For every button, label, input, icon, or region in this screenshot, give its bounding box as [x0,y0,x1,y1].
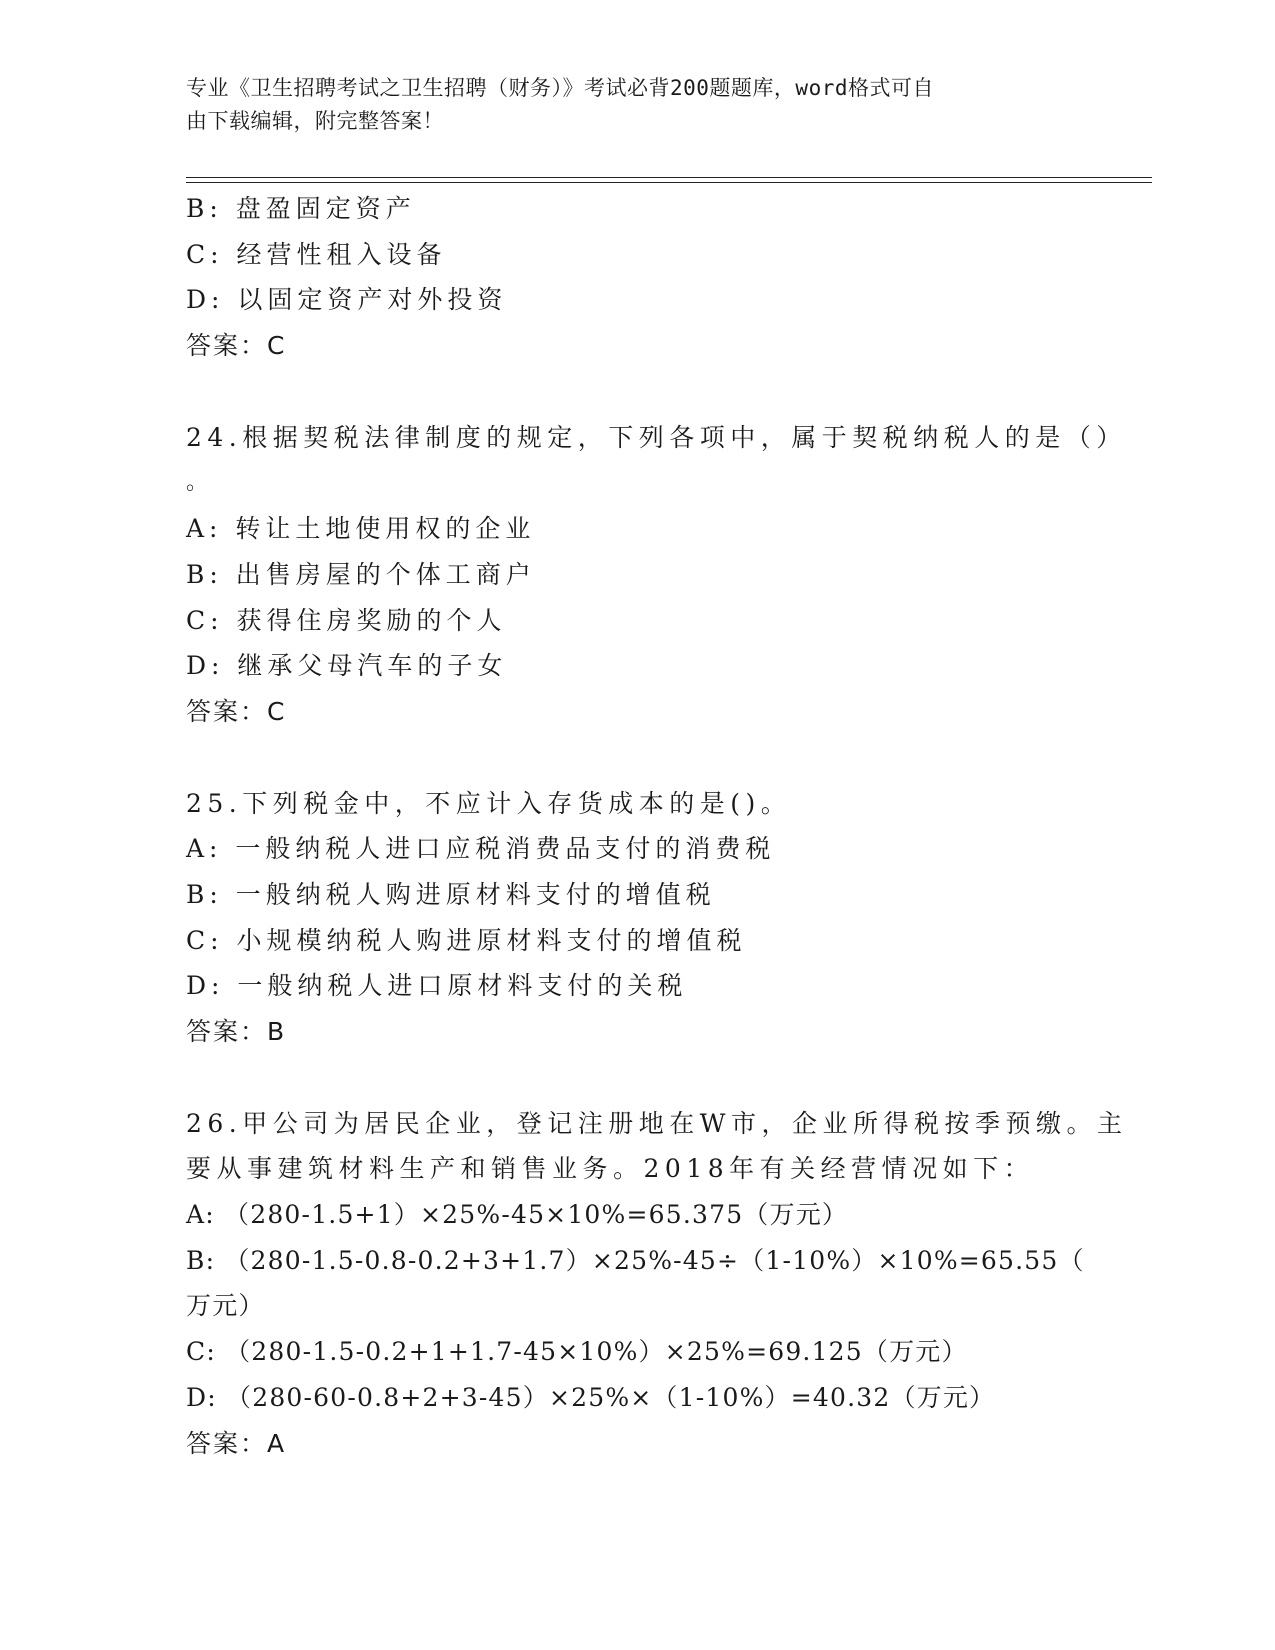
question-content [186,186,1128,1466]
option-b: B: 一般纳税人购进原材料支付的增值税 [186,879,716,909]
question-24 [186,415,1127,735]
question-stem: 25.下列税金中，不应计入存货成本的是()。 [186,788,792,818]
spacer [186,1055,1086,1101]
option-d: D: （280-60-0.8+2+3-45）×25%×（1-10%）=40.32（万元） [186,1382,996,1412]
question-stem-continued: 。 [186,470,214,496]
question-stem: 26.甲公司为居民企业，登记注册地在W市，企业所得税按季预缴。主 [186,1108,1128,1138]
option-b: B: （280-1.5-0.8-0.2+3+1.7）×25%-45÷（1-10%）×10%=65.55（ [186,1245,1085,1275]
option-b-continued: 万元） [186,1291,265,1321]
header-divider-bottom [186,182,1152,183]
question-stem: 24.根据契税法律制度的规定，下列各项中，属于契税纳税人的是（） [186,422,1127,452]
answer-line: 答案：C [186,696,287,726]
question-stem-continued: 要从事建筑材料生产和销售业务。2018年有关经营情况如下： [186,1154,1035,1184]
answer-line: 答案：A [186,1428,287,1458]
option-a: A: 转让土地使用权的企业 [186,514,536,544]
question-25 [186,781,1086,1055]
option-d: D: 以固定资产对外投资 [186,285,508,315]
question-26 [186,1101,1128,1467]
spacer [186,735,1086,781]
option-d: D: 继承父母汽车的子女 [186,651,508,681]
option-a: A: 一般纳税人进口应税消费品支付的消费税 [186,834,776,864]
option-c: C: 经营性租入设备 [186,239,447,269]
option-c: C: 小规模纳税人购进原材料支付的增值税 [186,925,747,955]
question-23 [186,186,1086,369]
header-line-1: 专业《卫生招聘考试之卫生招聘（财务）》考试必背200题题库，word格式可自 [186,76,934,100]
option-c: C: 获得住房奖励的个人 [186,605,507,635]
answer-line: 答案：B [186,1017,287,1046]
header-divider-top [186,177,1152,178]
option-a: A: （280-1.5+1）×25%-45×10%=65.375（万元） [186,1200,849,1230]
option-b: B: 出售房屋的个体工商户 [186,559,536,589]
option-d: D: 一般纳税人进口原材料支付的关税 [186,971,688,1001]
header-line-2: 由下载编辑，附完整答案！ [186,109,444,133]
spacer [186,369,1086,415]
document-header [186,72,1066,138]
answer-line: 答案：C [186,331,287,361]
option-b: B: 盘盈固定资产 [186,194,416,223]
option-c: C: （280-1.5-0.2+1+1.7-45×10%）×25%=69.125（万元） [186,1337,968,1367]
